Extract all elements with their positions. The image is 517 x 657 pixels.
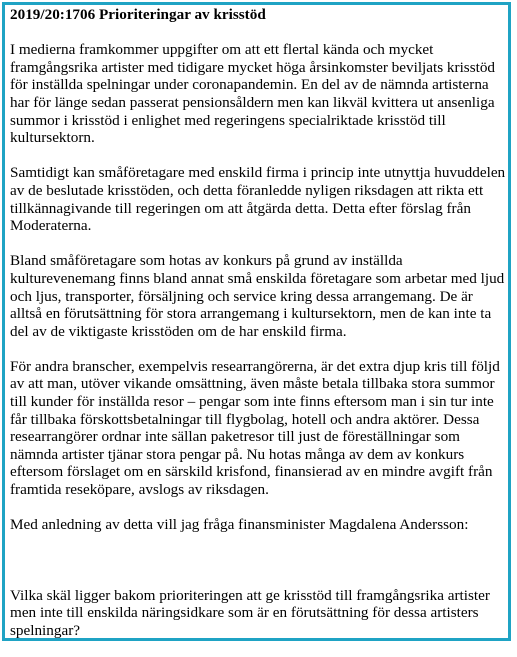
paragraph-4: För andra branscher, exempelvis researrangörerna, är det extra djup kris till följd av att man, utöver vikande omsättning, även måste betala tillbaka stora summor till kunder för inställda resor – pengar som inte finns eftersom man i sin tur inte får tillbaka förskottsbetalningar till flygbolag, hotell och andra aktörer. Dessa researrangörer ordnar inte sällan paketresor till just de föreställningar som nämnda artister tjänar stora pengar på. Nu hotas många av dem av konkurs eftersom förslaget om en särskild krisfond, finansierad av en mindre avgift från framtida reseköpare, avslogs av riksdagen. xyxy=(10,357,500,499)
document-body xyxy=(10,6,507,657)
document-title: 2019/20:1706 Prioriteringar av krisstöd xyxy=(10,6,266,23)
question: Vilka skäl ligger bakom prioriteringen att ge krisstöd till framgångsrika artister men inte till enskilda näringsidkare som är en förutsättning för dessa artisters spelningar? xyxy=(10,586,490,639)
question-intro: Med anledning av detta vill jag fråga finansminister Magdalena Andersson: xyxy=(10,516,469,534)
paragraph-2: Samtidigt kan småföretagare med enskild firma i princip inte utnyttja huvuddelen av de beslutade krisstöden, och detta föranledde nyligen riksdagen att rikta ett tillkännagivande till regeringen om att åtgärda detta. Detta efter förslag från Moderaterna. xyxy=(10,164,506,235)
paragraph-1: I medierna framkommer uppgifter om att ett flertal kända och mycket framgångsrika artister med tidigare mycket höga årsinkomster beviljats krisstöd för inställda spelningar under coronapandemin. En del av de nämnda artisterna har för länge sedan passerat pensionsåldern men kan likväl kvittera ut ansenliga summor i krisstöd i enlighet med regeringens specialriktade krisstöd till kultursektorn. xyxy=(10,41,496,147)
paragraph-3: Bland småföretagare som hotas av konkurs på grund av inställda kulturevenemang finns bland annat små enskilda företagare som arbetar med ljud och ljus, transporter, försäljning och service kring dessa arrangemang. De är alltså en förutsättning för stora arrangemang i kultursektorn, men de kan inte ta del av de viktigaste krisstöden om de har enskild firma. xyxy=(10,252,505,340)
